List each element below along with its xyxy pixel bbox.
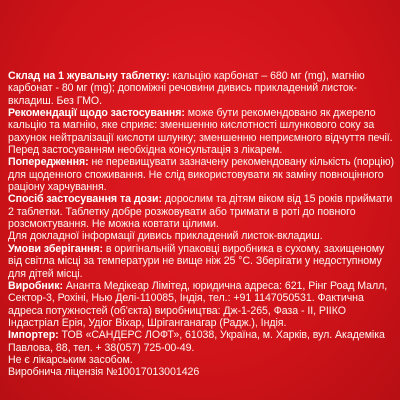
label-paragraph [8, 280, 394, 329]
paragraph-text: Виробнича ліцензія №10017013001426 [8, 366, 200, 379]
paragraph-text: Для докладної інформації дивись прикладений листок-вкладиш. [8, 230, 323, 243]
label-text-block [8, 70, 394, 379]
paragraph-heading: Спосіб застосування та дози: [8, 193, 162, 206]
label-paragraph [8, 366, 394, 378]
paragraph-text: Перед застосуванням необхідна консультація з лікарем. [8, 144, 283, 157]
label-paragraph [8, 107, 394, 144]
paragraph-heading: Умови зберігання: [8, 242, 104, 255]
paragraph-text: Не є лікарським засобом. [8, 353, 133, 366]
label-paragraph [8, 354, 394, 366]
label-paragraph [8, 230, 394, 242]
label-paragraph [8, 156, 394, 193]
label-paragraph [8, 329, 394, 354]
paragraph-heading: Попередження: [8, 156, 89, 169]
paragraph-text: може бути рекомендовано як джерело кальцію та магнію, яке сприяє: зменшенню кислотності шлункового соку за рахунок нейтралізації кислоти шлунку; зменшенню неприємного відчуття печії. [8, 107, 393, 144]
paragraph-text: Ананта Медікеар Лімітед, юридична адреса: 621, Рінг Роад Малл, Сектор-3, Рохіні, Нью Делі-110085, Індія, тел.: +91 1147050531. Фактична адреса потужностей (об'єкта) виробництва: Дж-1-265, Фаза - ІІ, РІІКО Індастріал Ерія, Удіог Віхар, Шріганганагар (Радж.), Індія. [8, 279, 388, 329]
label-paragraph [8, 243, 394, 280]
paragraph-text: ТОВ «САНДЕРС ЛОФТ», 61038, Україна, м. Харків, вул. Академіка Павлова, 88, тел. + 38(057) 725-00-49. [8, 329, 385, 354]
paragraph-heading: Рекомендації щодо застосування: [8, 107, 185, 120]
paragraph-text: в оригінальній упаковці виробника в сухому, захищеному від світла місці за температури не вище ніж 25 °С. Зберігати у недоступному для дітей місці. [8, 242, 385, 280]
paragraph-heading: Виробник: [8, 279, 63, 292]
paragraph-heading: Імпортер: [8, 329, 59, 342]
paragraph-text: не перевищувати зазначену рекомендовану кількість (порцію) для щоденного споживання. Не слід використовувати як заміну повноцінного раціону харчування. [8, 156, 394, 194]
label-paragraph [8, 193, 394, 230]
label-paragraph [8, 144, 394, 156]
label-paragraph [8, 70, 394, 107]
paragraph-text: дорослим та дітям віком від 15 років приймати 2 таблетки. Таблетку добре розжовувати або тримати в роті до повного розсмоктування. Не можна ковтати цілими. [8, 193, 393, 231]
paragraph-heading: Склад на 1 жувальну таблетку: [8, 70, 170, 82]
paragraph-text: кальцію карбонат – 680 мг (mg), магнію карбонат - 80 мг (mg); допоміжні речовини дивись прикладений листок-вкладиш. Без ГМО. [8, 70, 365, 107]
